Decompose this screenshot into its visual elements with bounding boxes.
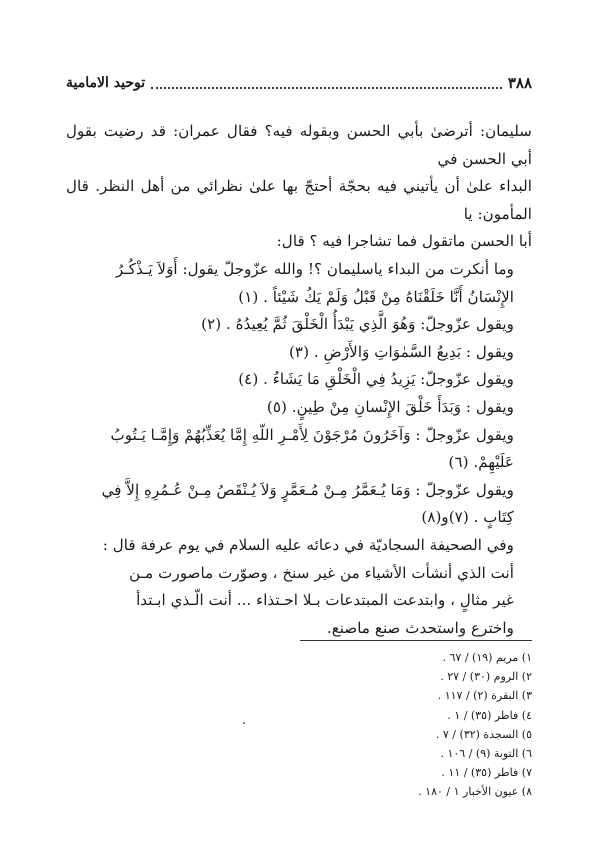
text-line: ويقول عزّوجلّ: وَهُوَ الَّذِي يَبْدَأُ الْخَلْقَ ثُمَّ يُعِيدُهُ . (٢) — [201, 315, 514, 334]
page-number: ٣٨٨ — [507, 74, 532, 92]
text-line: ويقول : بَدِيعُ السَّمٰوَاتِ وَالأَرْضِ . (٣) — [288, 342, 514, 361]
footnote-item: ٢) الروم (٣٠) / ٢٧ . — [440, 670, 532, 684]
quote-line: أنت الذي أنشأت الأشياء من غير سنخ ، وصوّرت ماصورت مـن — [129, 563, 514, 582]
main-text — [66, 118, 532, 642]
text-line: ويقول عزّوجلّ: يَزِيدُ فِي الْخَلْقِ مَا يَشَاءُ . (٤) — [238, 370, 514, 389]
text-line: وفي الصحيفة السجاديّة في دعائه عليه السلام في يوم عرفة قال : — [102, 535, 514, 554]
text-line: ويقول عزّوجلّ : وَمَا يُـعَمَّرُ مِـنْ مُـعَمَّرٍ وَلاَ يُـنْقَصُ مِـنْ عُـمُرِهِ إِلاَّ فِي — [101, 480, 514, 499]
footnotes — [280, 648, 532, 802]
text-line: البداء علىٰ أن يأتيني فيه بحجّة أحتجّ بها علىٰ نظرائي من أهل النظر. قال المأمون: يا — [66, 177, 532, 223]
text-line: ويقول عزّوجلّ : وَآخَرُونَ مُرْجَوْنَ لِأَمْـرِ اللّهِ إِمَّا يُعَذِّبُهُمْ وَإِمَّـا يَـتُوبُ — [110, 425, 514, 444]
footnote-divider — [300, 640, 532, 641]
quote-line: غير مثالٍ ، وابتدعت المبتدعات بـلا احـتذاء ... أنت الّـذي ابـتدأ — [136, 591, 514, 610]
quote-line: واخترع واستحدث صنع ماصنع. — [326, 618, 514, 637]
footnote-item: ١) مريم (١٩) / ٦٧ . — [442, 651, 532, 664]
footnote-item: ٧) فاطر (٣٥) / ١١ . — [441, 766, 532, 780]
verse-line: الإِنْسَانُ أَنَّا خَلَقْنَاهُ مِنْ قَبْلُ وَلَمْ يَكُ شَيْئاً . (١) — [238, 287, 514, 306]
footnote-item: ٤) فاطر (٣٥) / ١ . — [447, 708, 532, 722]
header-leader-dots — [151, 77, 502, 89]
text-line: أبا الحسن ماتقول فما تشاجرا فيه ؟ قال: — [276, 232, 532, 251]
footnote-item: ٣) البقرة (٢) / ١١٧ . — [437, 689, 532, 703]
header-title: توحيد الامامية — [66, 75, 146, 91]
text-line: وما أنكرت من البداء ياسليمان ؟! والله عزّوجلّ يقول: أَوَلاَ يَـذْكُـرُ — [115, 259, 514, 278]
footnote-item: ٥) السجدة (٣٢) / ٧ . — [435, 727, 532, 741]
stray-mark — [243, 722, 245, 724]
text-line: ويقول : وَبَدَأَ خَلْقَ الإِنْسانِ مِنْ طِينٍ. (٥) — [266, 397, 514, 416]
running-header — [66, 72, 532, 94]
verse-line: كِتَابٍ . (٧)و(٨) — [421, 508, 514, 527]
footnote-item: ٦) التوبة (٩) / ١٠٦ . — [440, 747, 532, 761]
footnote-item: ٨) عيون الأخبار ١ / ١٨٠ . — [418, 785, 532, 799]
text-line: سليمان: أترضىٰ بأبي الحسن وبقوله فيه؟ فقال عمران: قد رضيت بقول أبي الحسن في — [66, 122, 532, 168]
verse-line: عَلَيْهِمْ. (٦) — [448, 453, 514, 472]
